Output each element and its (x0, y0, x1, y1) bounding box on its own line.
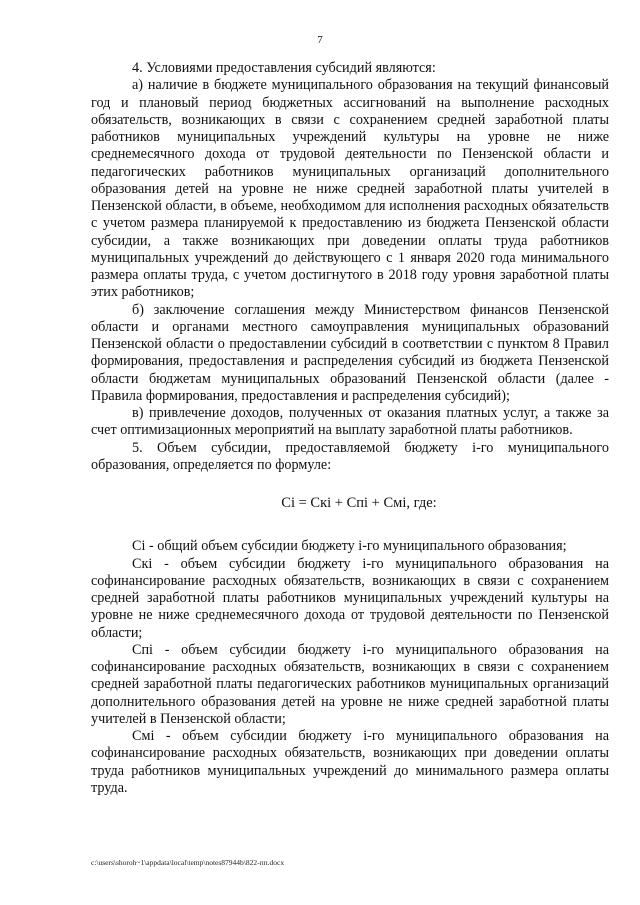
paragraph-subsidy-volume: 5. Объем субсидии, предоставляемой бюджету i-го муниципального образования, определяется по формуле: (91, 439, 609, 473)
paragraph-def-cpi: Спi - объем субсидии бюджету i-го муниципального образования на софинансирование расходных обязательств, возникающих в связи с сохранением средней заработной платы педагогических работников муниципальных организаций дополнительного образования детей на уровне не ниже средней заработной платы учителей в Пензенской области; (91, 641, 609, 727)
paragraph-condition-a: а) наличие в бюджете муниципального образования на текущий финансовый год и плановый период бюджетных ассигнований на выполнение расходных обязательств, возникающих в связи с сохранением средней заработной платы работников муниципальных учреждений культуры на уровне не ниже среднемесячного дохода от трудовой деятельности по Пензенской области и педагогических работников муниципальных организаций дополнительного образования детей на уровне не ниже средней заработной платы учителей в Пензенской области, в объеме, необходимом для исполнения расходных обязательств с учетом размера планируемой к предоставлению из бюджета Пензенской области субсидии, а также возникающих при доведении оплаты труда работников муниципальных учреждений до действующего с 1 января 2020 года минимального размера оплаты труда, с учетом достигнутого в 2018 году уровня заработной платы этих работников; (91, 77, 609, 301)
paragraph-def-cmi: Смi - объем субсидии бюджету i-го муниципального образования на софинансирование расходных обязательств, возникающих при доведении оплаты труда работников муниципальных учреждений до минимального размера оплаты труда. (91, 728, 609, 796)
paragraph-def-ci: Сi - общий объем субсидии бюджету i-го муниципального образования; (132, 538, 567, 555)
paragraph-condition-b: б) заключение соглашения между Министерством финансов Пензенской области и органами местного самоуправления муниципальных образований Пензенской области о предоставлении субсидий в соответствии с пунктом 8 Правил формирования, предоставления и распределения субсидий из бюджета Пензенской области бюджетам муниципальных образований Пензенской области (далее - Правила формирования, предоставления и распределения субсидий); (91, 301, 609, 404)
paragraph-condition-c: в) привлечение доходов, полученных от оказания платных услуг, а также за счет оптимизационных мероприятий на выплату заработной платы работников. (91, 405, 609, 439)
document-body (91, 60, 609, 797)
footer-file-path: c:\users\shoroh~1\appdata\local\temp\notes87944b\822-пп.docx (91, 858, 285, 867)
page-number: 7 (317, 34, 323, 46)
subsidy-formula: Сi = Скi + Спi + Смi, где: (281, 495, 437, 511)
paragraph-def-cki: Скi - объем субсидии бюджету i-го муниципального образования на софинансирование расходных обязательств, возникающих в связи с сохранением средней заработной платы работников муниципальных учреждений культуры на уровне не ниже среднемесячного дохода от трудовой деятельности по Пензенской области; (91, 555, 609, 641)
paragraph-subsidy-conditions-heading: 4. Условиями предоставления субсидий являются: (132, 60, 436, 76)
